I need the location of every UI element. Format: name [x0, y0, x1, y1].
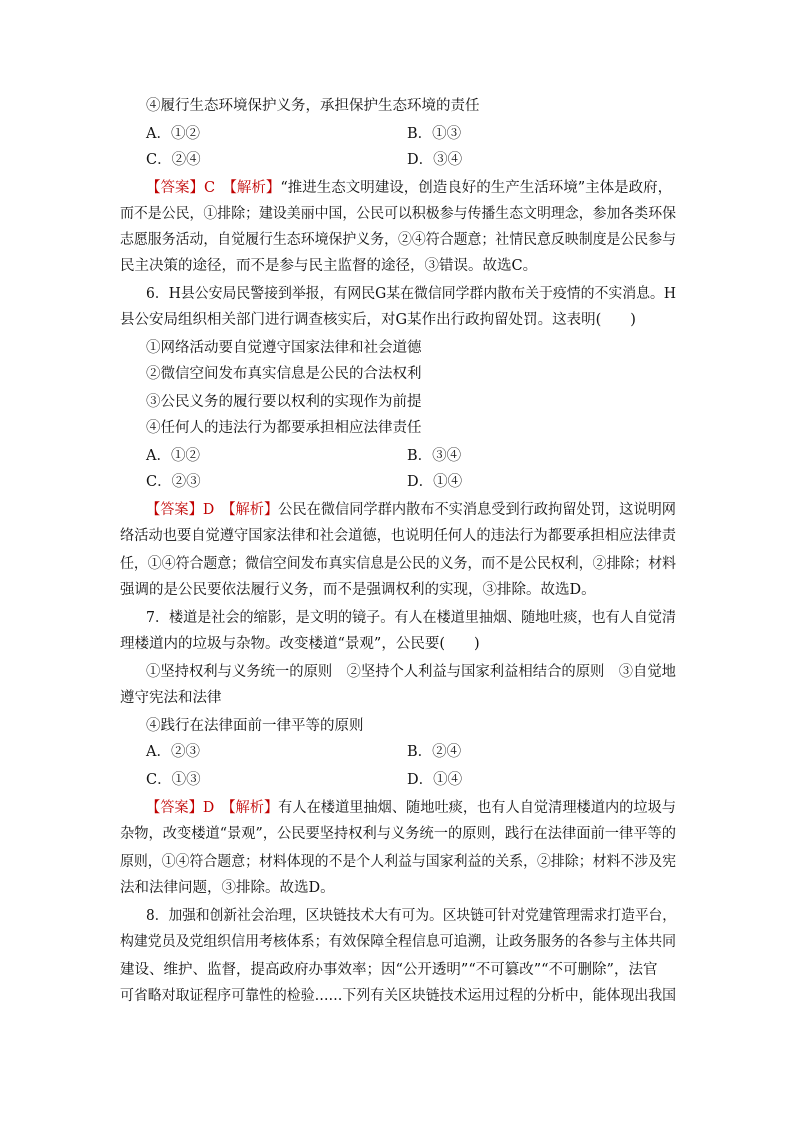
text-line: ②微信空间发布真实信息是公民的合法权利 [146, 366, 422, 382]
text-line: 县公安局组织相关部门进行调查核实后，对G某作出行政拘留处罚。这表明( ) [120, 312, 636, 328]
text-line: 原则，①④符合题意；材料体现的不是个人利益与国家利益的关系，②排除；材料不涉及宪 [120, 854, 676, 870]
text-line: 而不是公民，①排除；建设美丽中国，公民可以积极参与传播生态文明理念，参加各类环保 [120, 206, 676, 222]
option-right: D．①④ [407, 474, 463, 490]
analysis-text: 有人在楼道里抽烟、随地吐痰，也有人自觉清理楼道内的垃圾与 [278, 800, 676, 816]
text-line: 7．楼道是社会的缩影，是文明的镜子。有人在楼道里抽烟、随地吐痰，也有人自觉清 [146, 610, 676, 626]
answer-line [146, 500, 676, 520]
analysis-tag: 【解析】 [228, 502, 279, 518]
option-right: B．②④ [407, 744, 462, 760]
text-line: 络活动也要自觉遵守国家法律和社会道德，也说明任何人的违法行为都要承担相应法律责 [120, 528, 676, 544]
text-line: ④履行生态环境保护义务，承担保护生态环境的责任 [146, 98, 480, 114]
text-line: ④任何人的违法行为都要承担相应法律责任 [146, 420, 422, 436]
text-line: 法和法律问题，③排除。故选D。 [120, 880, 335, 896]
answer-tag: 【答案】D [146, 800, 215, 816]
analysis-tag: 【解析】 [229, 180, 281, 196]
option-right: D．③④ [407, 152, 463, 168]
analysis-text: 公民在微信同学群内散布不实消息受到行政拘留处罚，这说明网 [278, 502, 676, 518]
text-line: 8．加强和创新社会治理，区块链技术大有可为。区块链可针对党建管理需求打造平台， [146, 908, 676, 924]
option-right: D．①④ [407, 772, 463, 788]
text-line: 建设、维护、监督，提高政府办事效率；因“公开透明”“不可篡改”“不可删除”，法官 [120, 962, 658, 978]
text-line: 构建党员及党组织信用考核体系；有效保障全程信息可追溯，让政务服务的各参与主体共同 [120, 934, 676, 950]
analysis-tag: 【解析】 [228, 800, 279, 816]
answer-line [146, 798, 676, 818]
option-right: B．①③ [407, 126, 462, 142]
text-line: ④践行在法律面前一律平等的原则 [146, 718, 364, 734]
text-line: 理楼道内的垃圾与杂物。改变楼道“景观”，公民要( ) [120, 636, 480, 652]
text-line: 志愿服务活动，自觉履行生态环境保护义务，②④符合题意；社情民意反映制度是公民参与 [120, 232, 676, 248]
analysis-text: “推进生态文明建设，创造良好的生产生活环境”主体是政府， [280, 180, 673, 196]
text-line: 民主决策的途径，而不是参与民主监督的途径，③错误。故选C。 [120, 258, 538, 274]
option-right: B．③④ [407, 448, 462, 464]
option-left: C．①③ [146, 772, 201, 788]
answer-tag: 【答案】D [146, 502, 215, 518]
text-line: ①坚持权利与义务统一的原则 ②坚持个人利益与国家利益相结合的原则 ③自觉地 [146, 664, 676, 680]
text-line: ③公民义务的履行要以权利的实现作为前提 [146, 394, 422, 410]
text-line: 杂物，改变楼道“景观”，公民要坚持权利与义务统一的原则，践行在法律面前一律平等的 [120, 826, 676, 842]
answer-line [146, 178, 672, 198]
option-left: C．②④ [146, 152, 201, 168]
option-left: A．②③ [146, 744, 200, 760]
option-left: A．①② [146, 448, 200, 464]
text-line: ①网络活动要自觉遵守国家法律和社会道德 [146, 340, 422, 356]
option-left: C．②③ [146, 474, 201, 490]
option-left: A．①② [146, 126, 200, 142]
answer-tag: 【答案】C [146, 180, 216, 196]
text-line: 可省略对取证程序可靠性的检验……下列有关区块链技术运用过程的分析中，能体现出我国 [120, 988, 676, 1004]
text-line: 遵守宪法和法律 [120, 690, 222, 706]
text-line: 任，①④符合题意；微信空间发布真实信息是公民的义务，而不是公民权利，②排除；材料 [120, 556, 676, 572]
text-line: 6．H县公安局民警接到举报，有网民G某在微信同学群内散布关于疫情的不实消息。H [146, 286, 676, 302]
text-line: 强调的是公民要依法履行义务，而不是强调权利的实现，③排除。故选D。 [120, 582, 596, 598]
